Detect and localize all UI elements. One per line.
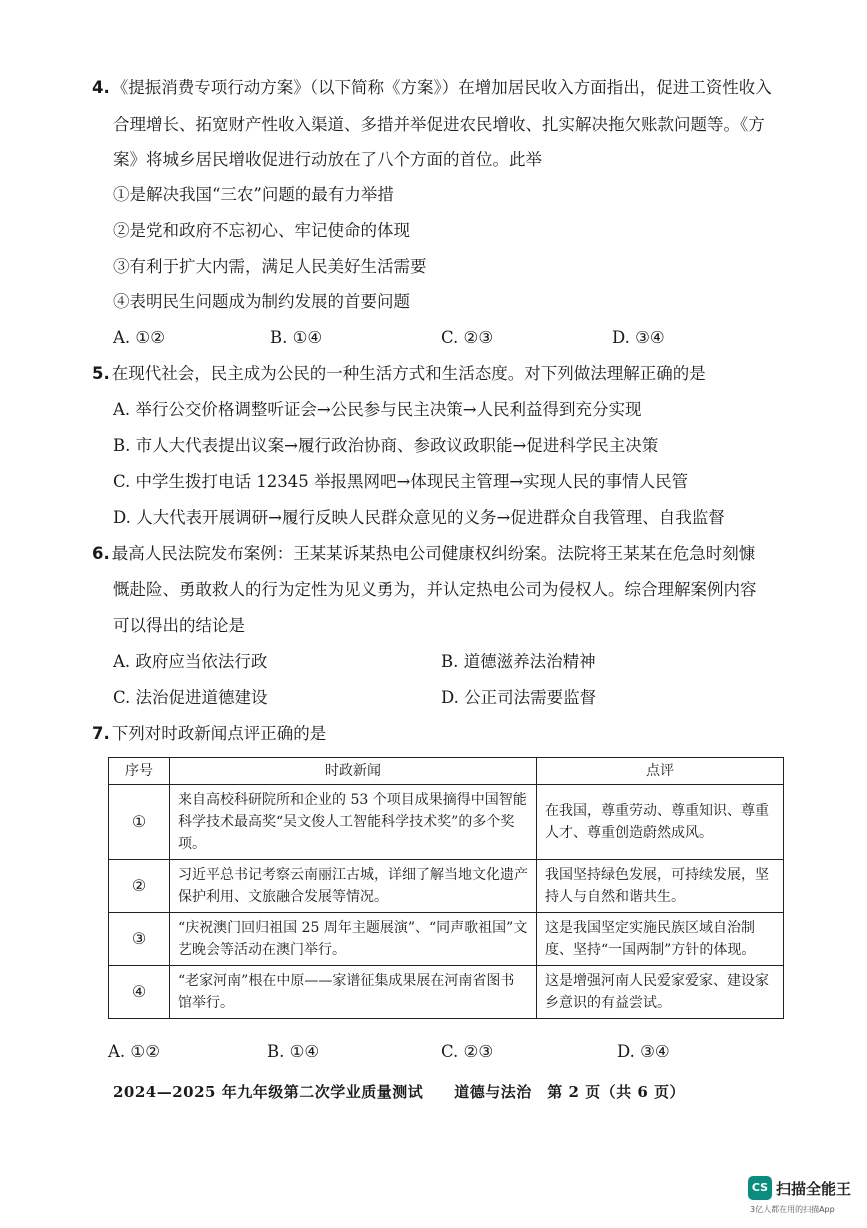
question-5-line-1 [92,364,706,384]
question-number: 7. [92,724,110,743]
news-text: “庆祝澳门回归祖国 25 周年主题展演”、“同声歌祖国”文艺晚会等活动在澳门举行。 [170,913,537,966]
statement-3: ③有利于扩大内需，满足人民美好生活需要 [113,257,427,276]
question-4-line-3: 案》将城乡居民增收促进行动放在了八个方面的首位。此举 [113,150,542,169]
q6-option-c: C. 法治促进道德建设 [113,688,268,707]
question-6-line-3: 可以得出的结论是 [113,616,245,635]
row-number: ③ [109,913,170,966]
question-number: 4. [92,78,110,97]
question-4-line-1 [92,78,772,98]
q5-option-b: B. 市人大代表提出议案→履行政治协商、参政议政职能→促进科学民主决策 [113,436,659,455]
statement-2: ②是党和政府不忘初心、牢记使命的体现 [113,221,410,240]
question-6-line-2: 慨赴险、勇敢救人的行为定性为见义勇为，并认定热电公司为侵权人。综合理解案例内容 [113,580,757,599]
table-row [109,785,784,860]
news-text: 来自高校科研院所和企业的 53 个项目成果摘得中国智能科学技术最高奖“吴文俊人工智能科学技术奖”的多个奖项。 [170,785,537,860]
row-number: ② [109,860,170,913]
question-stem: 最高人民法院发布案例：王某某诉某热电公司健康权纠纷案。法院将王某某在危急时刻慷 [111,544,756,563]
scanner-watermark [748,1176,858,1220]
watermark-tagline: 3亿人都在用的扫描App [750,1205,835,1214]
question-stem: 《提振消费专项行动方案》（以下简称《方案》）在增加居民收入方面指出，促进工资性收入 [111,78,772,97]
comment-text: 这是增强河南人民爱家爱家、建设家乡意识的有益尝试。 [537,966,784,1019]
watermark-app-name: 扫描全能王 [776,1180,852,1198]
q7-option-d: D. ③④ [617,1042,670,1061]
q7-option-a: A. ①② [108,1042,160,1061]
q5-option-d: D. 人大代表开展调研→履行反映人民群众意见的义务→促进群众自我管理、自我监督 [113,508,725,527]
comment-text: 我国坚持绿色发展，可持续发展，坚持人与自然和谐共生。 [537,860,784,913]
table-header-row [109,758,784,785]
q4-option-d: D. ③④ [612,328,665,347]
q5-option-a: A. 举行公交价格调整听证会→公民参与民主决策→人民利益得到充分实现 [113,400,642,419]
q5-option-c: C. 中学生拨打电话 12345 举报黑网吧→体现民主管理→实现人民的事情人民管 [113,472,689,491]
q7-option-b: B. ①④ [267,1042,320,1061]
question-6-line-1 [92,544,755,564]
table-row [109,860,784,913]
header-no: 序号 [109,758,170,785]
q7-option-c: C. ②③ [441,1042,494,1061]
q6-option-a: A. 政府应当依法行政 [113,652,268,671]
row-number: ④ [109,966,170,1019]
question-stem: 在现代社会，民主成为公民的一种生活方式和生活态度。对下列做法理解正确的是 [111,364,706,383]
question-7-line-1 [92,724,326,744]
news-text: 习近平总书记考察云南丽江古城，详细了解当地文化遗产保护利用、文旅融合发展等情况。 [170,860,537,913]
statement-1: ①是解决我国“三农”问题的最有力举措 [113,185,394,204]
question-4-line-2: 合理增长、拓宽财产性收入渠道、多措并举促进农民增收、扎实解决拖欠账款问题等。《方 [113,115,765,134]
table-row [109,966,784,1019]
q4-option-a: A. ①② [113,328,165,347]
comment-text: 这是我国坚定实施民族区域自治制度、坚持“一国两制”方针的体现。 [537,913,784,966]
q4-option-c: C. ②③ [441,328,494,347]
q6-option-b: B. 道德滋养法治精神 [441,652,596,671]
table-row [109,913,784,966]
news-table [108,757,784,1019]
question-number: 5. [92,364,110,383]
question-stem: 下列对时政新闻点评正确的是 [111,724,327,743]
q6-option-d: D. 公正司法需要监督 [441,688,597,707]
page-footer: 2024—2025 年九年级第二次学业质量测试 道德与法治 第 2 页（共 6 页） [113,1083,685,1101]
comment-text: 在我国，尊重劳动、尊重知识、尊重人才、尊重创造蔚然成风。 [537,785,784,860]
news-text: “老家河南”根在中原——家谱征集成果展在河南省图书馆举行。 [170,966,537,1019]
header-news: 时政新闻 [170,758,537,785]
header-comment: 点评 [537,758,784,785]
camscanner-logo-icon: CS [748,1176,772,1200]
question-number: 6. [92,544,110,563]
row-number: ① [109,785,170,860]
statement-4: ④表明民生问题成为制约发展的首要问题 [113,292,410,311]
q4-option-b: B. ①④ [270,328,323,347]
